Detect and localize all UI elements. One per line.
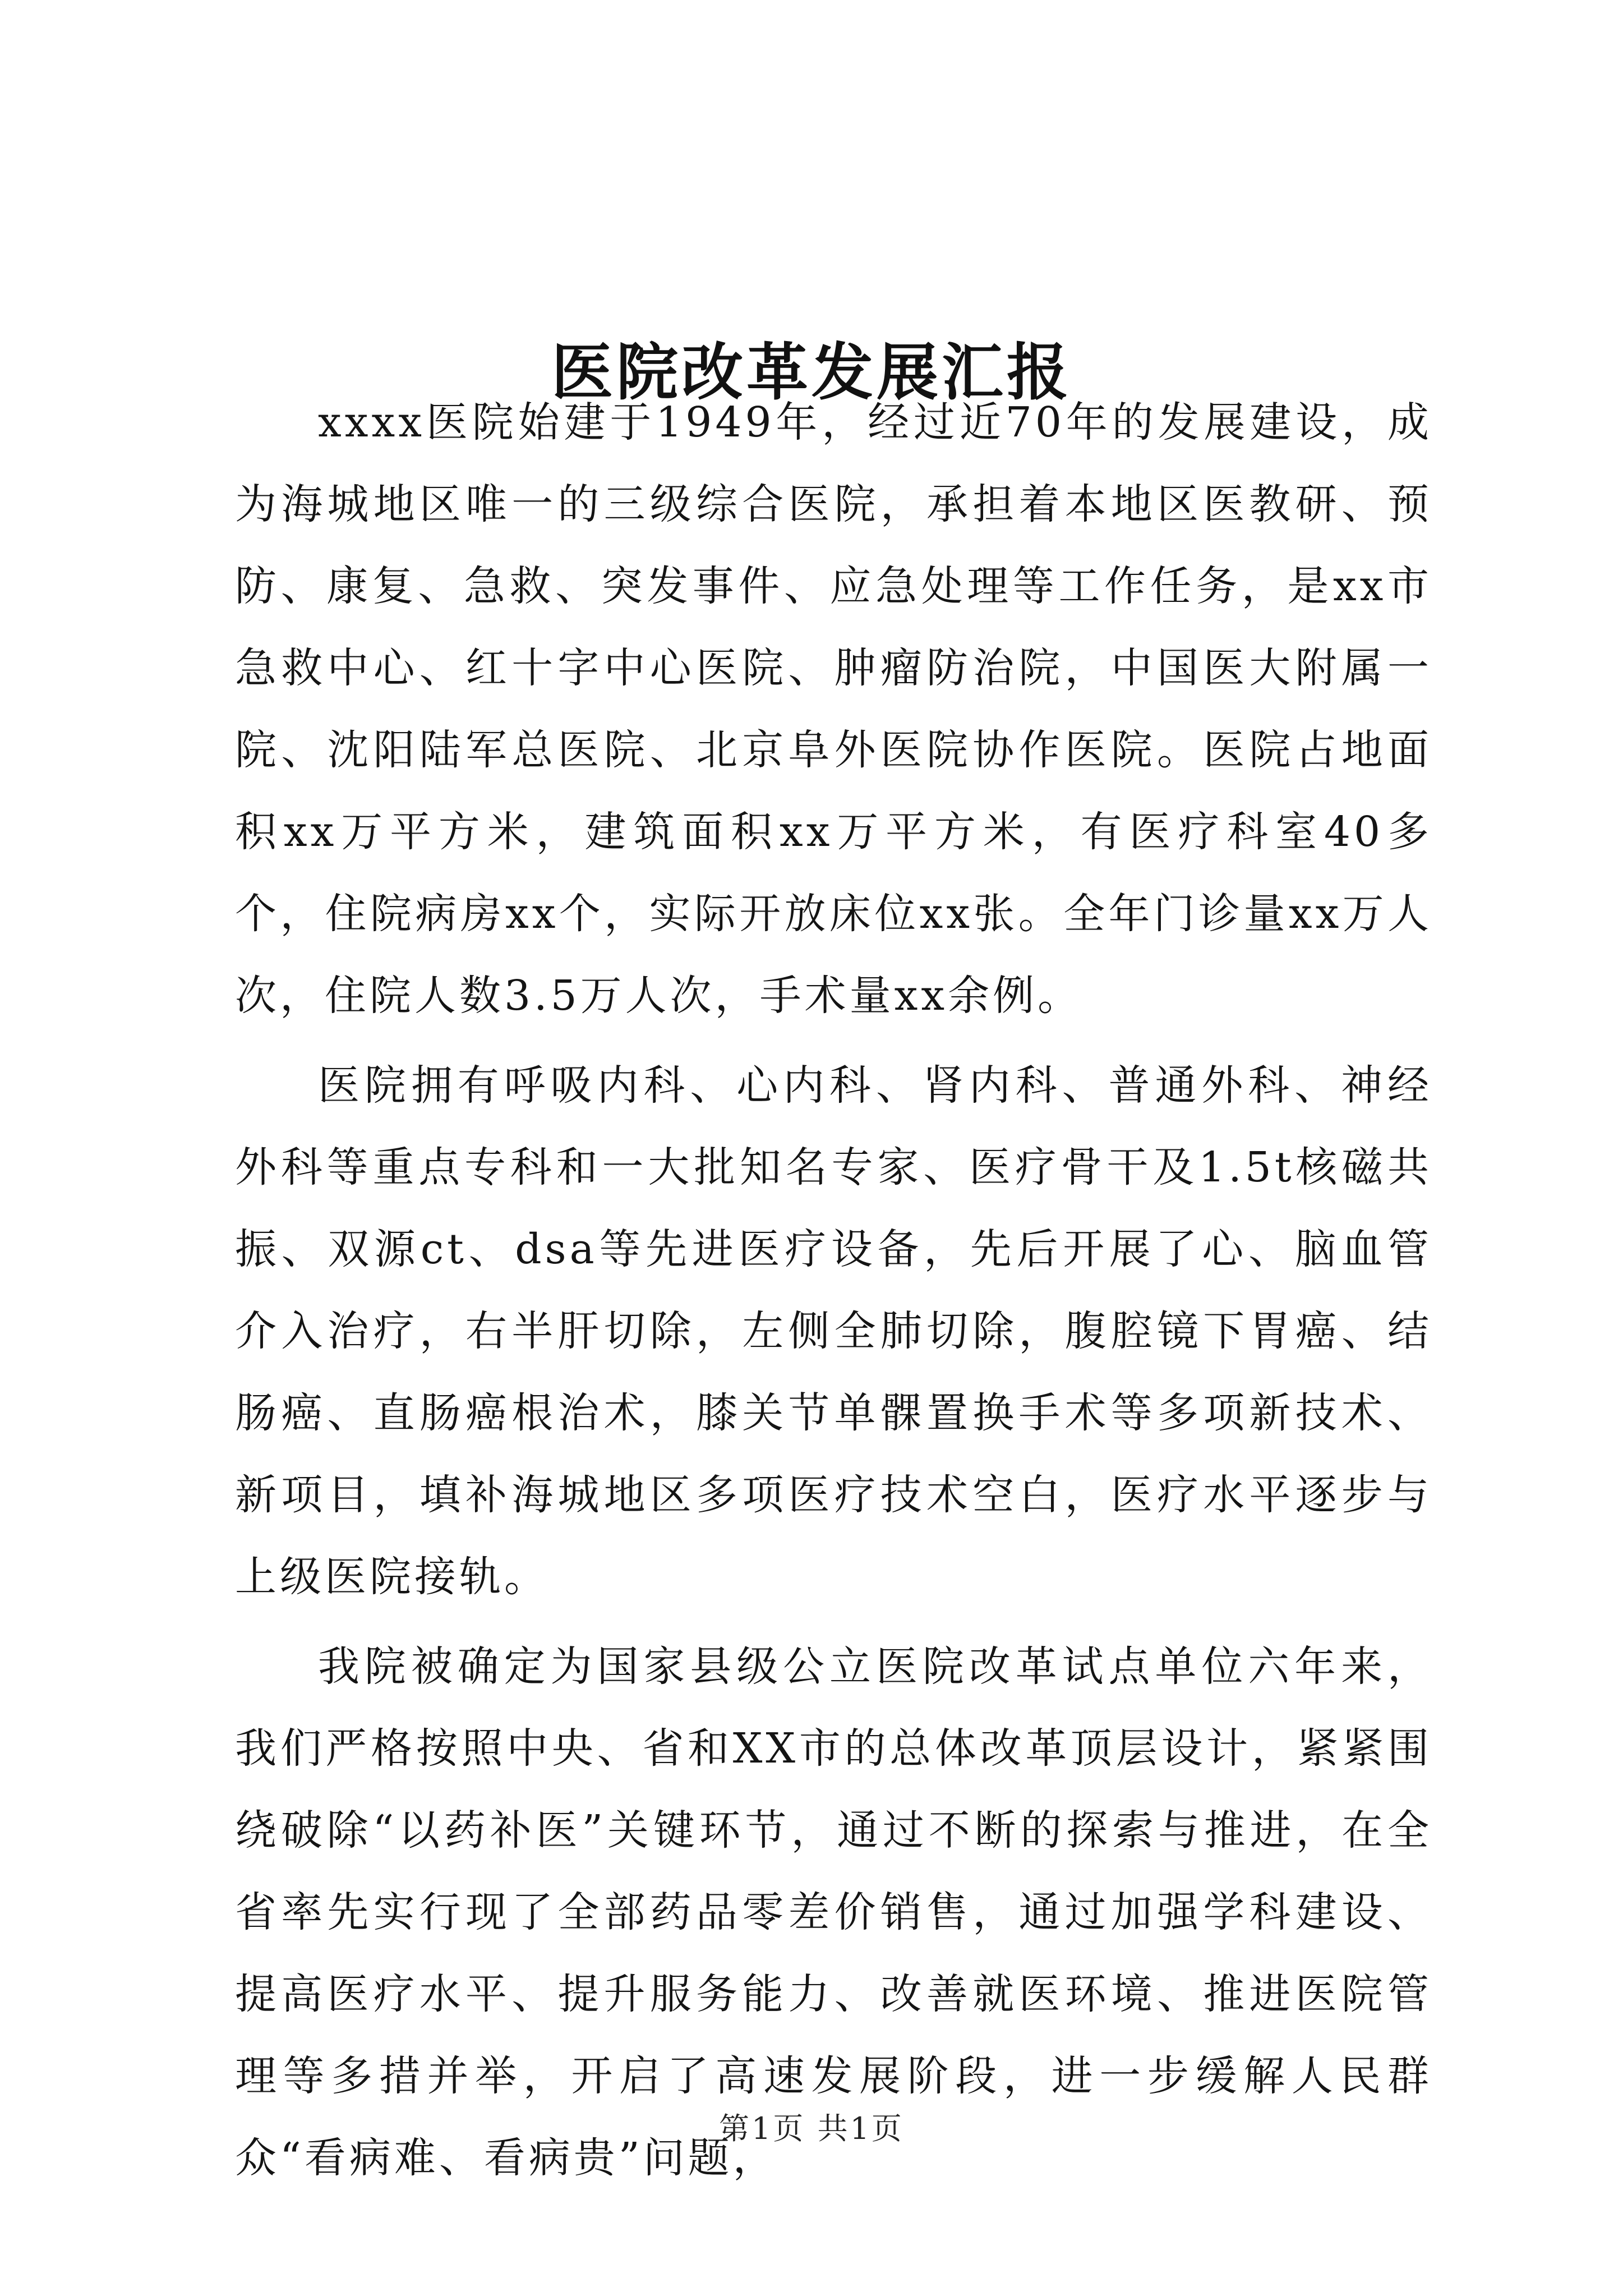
paragraph-hospital-overview: xxxx医院始建于1949年，经过近70年的发展建设，成为海城地区唯一的三级综合医院，承担着本地区医教研、预防、康复、急救、突发事件、应急处理等工作任务，是xx市急救中心、红十字中心医院、肿瘤防治院，中国医大附属一院、沈阳陆军总医院、北京阜外医院协作医院。医院占地面积xx万平方米，建筑面积xx万平方米，有医疗科室40多个，住院病房xx个，实际开放床位xx张。全年门诊量xx万人次，住院人数3.5万人次，手术量xx余例。 <box>235 398 1432 1020</box>
document-title: 医院改革发展汇报 <box>551 335 1072 408</box>
paragraph-specialties-equipment: 医院拥有呼吸内科、心内科、肾内科、普通外科、神经外科等重点专科和一大批知名专家、医疗骨干及1.5t核磁共振、双源ct、dsa等先进医疗设备，先后开展了心、脑血管介入治疗，右半肝切除，左侧全肺切除，腹腔镜下胃癌、结肠癌、直肠癌根治术，膝关节单髁置换手术等多项新技术、新项目，填补海城地区多项医疗技术空白，医疗水平逐步与上级医院接轨。 <box>235 1061 1432 1601</box>
page-footer: 第1页 共1页 <box>719 2111 904 2146</box>
document-body <box>235 381 1432 2199</box>
paragraph-reform-pilot: 我院被确定为国家县级公立医院改革试点单位六年来，我们严格按照中央、省和XX市的总体改革顶层设计，紧紧围绕破除“以药补医”关键环节，通过不断的探索与推进，在全省率先实行现了全部药品零差价销售，通过加强学科建设、提高医疗水平、提升服务能力、改善就医环境、推进医院管理等多措并举，开启了高速发展阶段，进一步缓解人民群众“看病难、看病贵”问题， <box>235 1642 1432 2182</box>
